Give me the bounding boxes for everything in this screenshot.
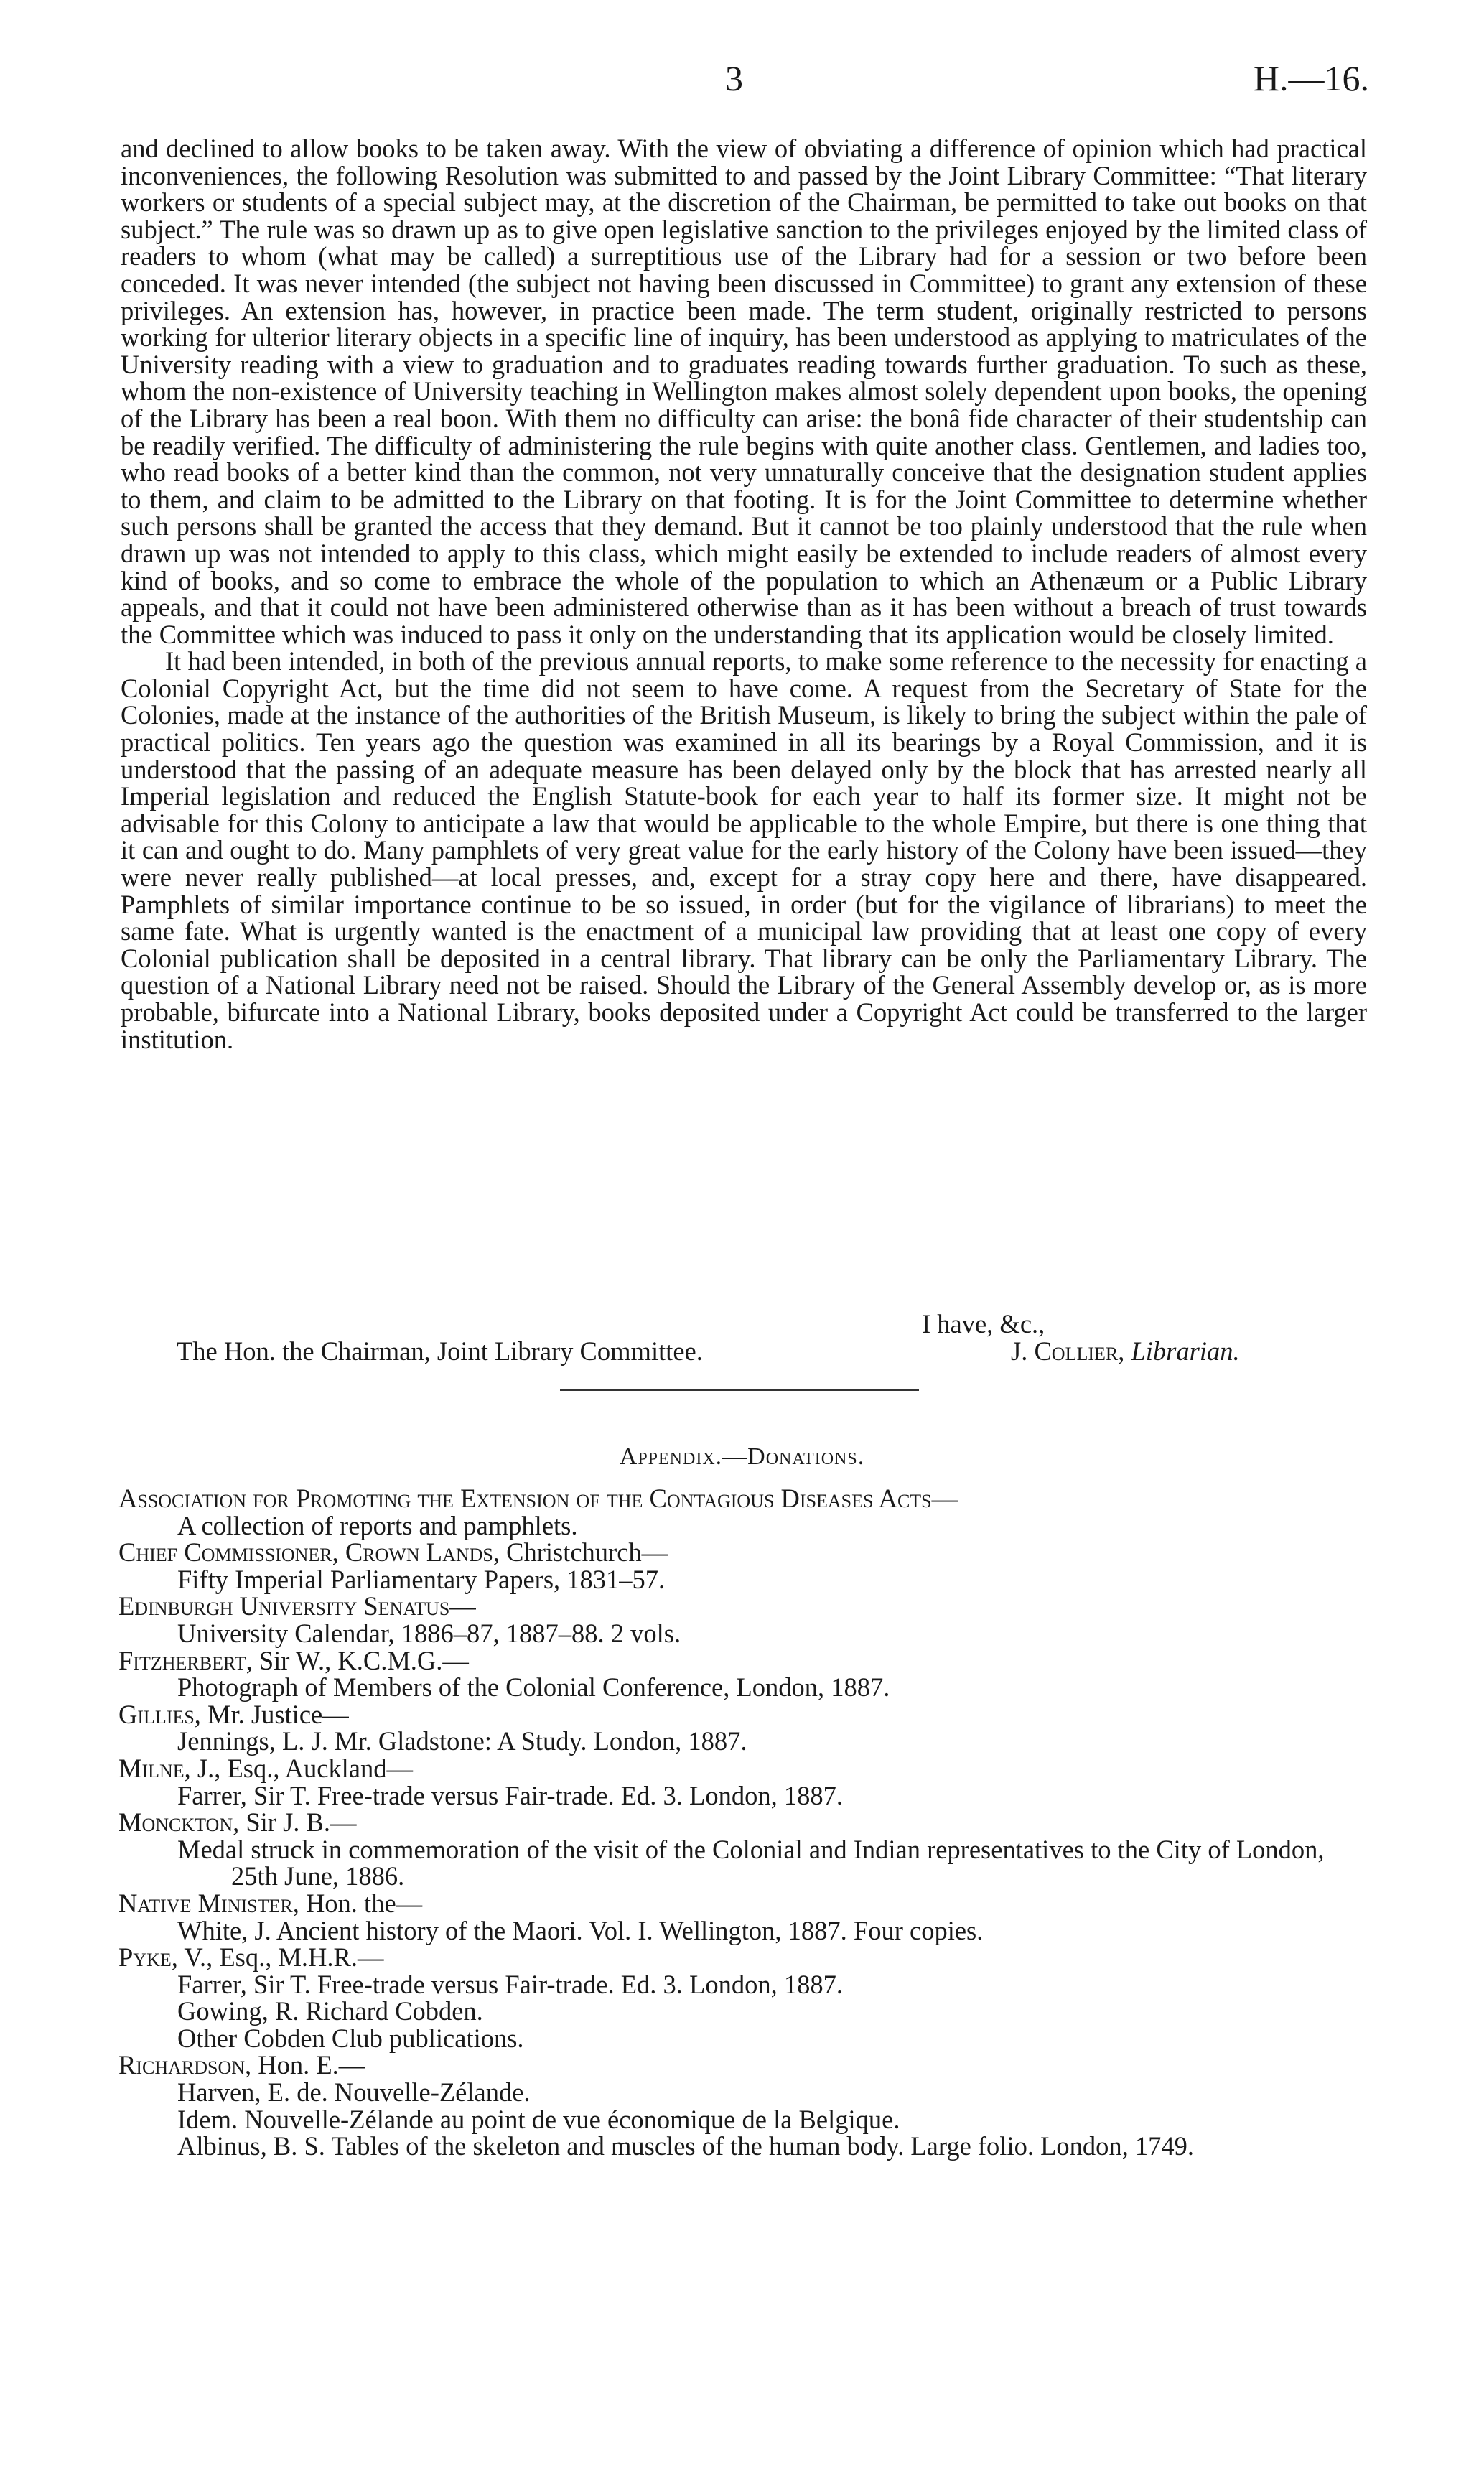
donation-item: Farrer, Sir T. Free-trade versus Fair-trade. Ed. 3. London, 1887. xyxy=(177,1780,843,1810)
closing-salutation: I have, &c., xyxy=(922,1309,1045,1338)
donor-place: J., Esq., Auckland— xyxy=(197,1753,413,1783)
donation-item: White, J. Ancient history of the Maori. Vol. I. Wellington, 1887. Four copies. xyxy=(177,1915,984,1945)
document-reference: H.—16. xyxy=(1253,58,1369,98)
donor-name: Richardson, xyxy=(118,2050,252,2080)
donor-entry xyxy=(118,1485,1369,1512)
donor-name: Association for Promoting the Extension of the Contagious Diseases Acts— xyxy=(118,1484,958,1513)
donor-place: Sir J. B.— xyxy=(246,1807,357,1838)
appendix-title: Appendix.—Donations. xyxy=(619,1443,865,1470)
donor-place: Sir W., K.C.M.G.— xyxy=(258,1645,469,1675)
donor-entry xyxy=(118,1701,1369,1728)
donation-item: Idem. Nouvelle-Zélande au point de vue économique de la Belgique. xyxy=(177,2104,900,2134)
donation-item: University Calendar, 1886–87, 1887–88. 2 vols. xyxy=(177,1618,681,1648)
donor-name: Edinburgh University Senatus— xyxy=(118,1591,476,1621)
donor-name: Fitzherbert, xyxy=(118,1645,253,1675)
donations-list xyxy=(118,1485,1369,2160)
donation-item: Fifty Imperial Parliamentary Papers, 1831–57. xyxy=(177,1564,666,1594)
donation-item: Photograph of Members of the Colonial Conference, London, 1887. xyxy=(177,1672,890,1703)
paragraph-library-resolution: and declined to allow books to be taken away. With the view of obviating a difference of opinion which had practical inconveniences, the following Resolution was submitted to and passed by the Joint Library Committee: “That literary workers or students of a special subject may, at the discretion of the Chairman, be permitted to take out books on that subject.” The rule was so drawn up as to give open legislative sanction to the privileges enjoyed by the limited class of readers to whom (what may be called) a surreptitious use of the Library had for a session or two before been conceded. It was never intended (the subject not having been discussed in Committee) to grant any extension of these privileges. An extension has, however, in practice been made. The term student, originally restricted to persons working for ulterior literary objects in a specific line of inquiry, has been understood as applying to matriculates of the University reading with a view to graduation and to graduates reading towards further graduation. To such as these, whom the non-existence of University teaching in Wellington makes almost solely dependent upon books, the opening of the Library has been a real boon. With them no difficulty can arise: the bonâ fide character of their studentship can be readily verified. The difficulty of administering the rule begins with quite another class. Gentlemen, and ladies too, who read books of a better kind than the common, not very unnaturally conceive that the designation student applies to them, and claim to be admitted to the Library on that footing. It is for the Joint Committee to determine whether such persons shall be granted the access that they demand. But it cannot be too plainly understood that the rule when drawn up was not intended to apply to this class, which might easily be extended to include readers of almost every kind of books, and so come to embrace the whole of the population to which an Athenæum or a Public Library appeals, and that it could not have been administered otherwise than as it has been without a breach of trust towards the Committee which was induced to pass it only on the understanding that its application would be closely limited. xyxy=(121,134,1367,649)
donation-item: Medal struck in commemoration of the visit of the Colonial and Indian representatives to the City of London, 25th June, 1886. xyxy=(177,1834,1325,1891)
addressee: The Hon. the Chairman, Joint Library Committee. xyxy=(177,1336,703,1366)
donor-name: Pyke, xyxy=(118,1942,178,1973)
donor-name: Gillies, xyxy=(118,1699,201,1729)
donor-name: Chief Commissioner, Crown Lands, xyxy=(118,1537,500,1568)
donor-entry xyxy=(118,1755,1369,1782)
donor-entry xyxy=(118,1809,1369,1836)
donor-entry xyxy=(118,1593,1369,1620)
donation-item: Other Cobden Club publications. xyxy=(177,2023,524,2053)
paragraph-copyright-act: It had been intended, in both of the previous annual reports, to make some reference to the necessity for enacting a Colonial Copyright Act, but the time did not seem to have come. A request from the Secretary of State for the Colonies, made at the instance of the authorities of the British Museum, is likely to bring the subject within the pale of practical politics. Ten years ago the question was examined in all its bearings by a Royal Commission, and it is understood that the passing of an adequate measure has been delayed only by the block that has arrested nearly all Imperial legislation and reduced the English Statute-book for each year to half its former size. It might not be advisable for this Colony to anticipate a law that would be applicable to the whole Empire, but there is one thing that it can and ought to do. Many pamphlets of very great value for the early history of the Colony have been issued—they were never really published—at local presses, and, except for a stray copy here and there, have disappeared. Pamphlets of similar importance continue to be so issued, in order (but for the vigilance of librarians) to meet the same fate. What is urgently wanted is the enactment of a municipal law providing that at least one copy of every Colonial publication shall be deposited in a central library. That library can be only the Parliamentary Library. The question of a National Library need not be raised. Should the Library of the General Assembly develop or, as is more probable, bifurcate into a National Library, books deposited under a Copyright Act could be transferred to the larger institution. xyxy=(121,646,1367,1054)
page-number: 3 xyxy=(725,58,743,98)
donor-entry xyxy=(118,1647,1369,1675)
donation-item: Gowing, R. Richard Cobden. xyxy=(177,1996,483,2026)
donation-item: Albinus, B. S. Tables of the skeleton and muscles of the human body. Large folio. London, 1749. xyxy=(177,2131,1195,2161)
donor-place: V., Esq., M.H.R.— xyxy=(184,1942,384,1973)
signature xyxy=(1011,1336,1240,1366)
donor-name: Native Minister, xyxy=(118,1888,299,1918)
donor-entry xyxy=(118,2052,1369,2079)
donor-place: Mr. Justice— xyxy=(207,1699,349,1729)
signature-title: Librarian. xyxy=(1131,1336,1240,1366)
donation-item: A collection of reports and pamphlets. xyxy=(177,1510,578,1540)
donor-entry xyxy=(118,1539,1369,1566)
section-divider xyxy=(560,1389,919,1391)
donor-place: Christchurch— xyxy=(506,1537,668,1568)
donation-item: Jennings, L. J. Mr. Gladstone: A Study. London, 1887. xyxy=(177,1726,747,1756)
donation-item: Harven, E. de. Nouvelle-Zélande. xyxy=(177,2077,531,2108)
donor-name: Monckton, xyxy=(118,1807,240,1838)
donor-entry xyxy=(118,1890,1369,1917)
donation-item: Farrer, Sir T. Free-trade versus Fair-trade. Ed. 3. London, 1887. xyxy=(177,1969,843,1999)
donor-place: Hon. E.— xyxy=(258,2050,365,2080)
donor-entry xyxy=(118,1944,1369,1971)
donor-place: Hon. the— xyxy=(305,1888,423,1918)
donor-name: Milne, xyxy=(118,1753,191,1783)
report-body xyxy=(121,135,1367,1053)
signature-name: J. Collier, xyxy=(1011,1336,1125,1366)
